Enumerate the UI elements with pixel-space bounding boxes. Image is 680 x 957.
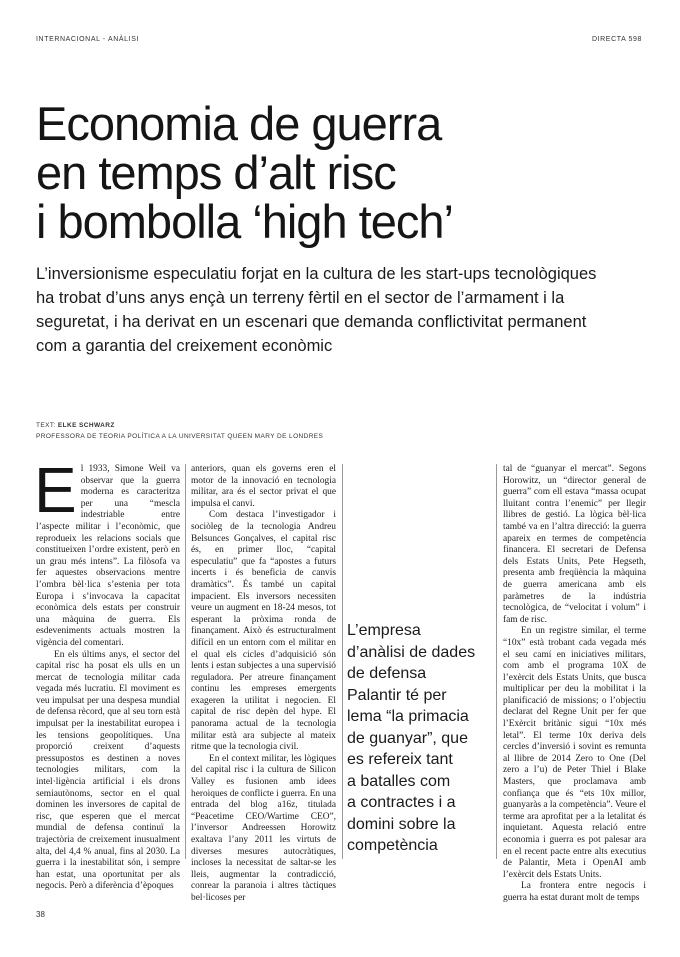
subtitle-line: com a garantia del creixement econòmic xyxy=(36,337,333,355)
article-subtitle xyxy=(36,262,656,358)
pull-quote-line: d’anàlisi de dades xyxy=(347,643,476,661)
pull-quote-line: Palantir té per xyxy=(347,686,447,704)
paragraph: Com destaca l’investigador i sociòleg de la tecnologia Andreu Belsunces Gonçalves, el capital risc és, en primer lloc, “capital especulatiu” que fa “apostes a futurs incerts i és beneficia de canvis dramàtics”. És també un capital impacient. Els inversors necessiten veure un augment en 18-24 mesos, tot esperant la pròxima ronda de finançament. Això és estructuralment difícil en un entorn com el militar en el qual els cicles d’adquisició són lents i estan subjectes a una supervisió reguladora. Per atreure finançament continu les empreses emergents exageren la utilitat i negocien. El capital de risc depèn del hype. El panorama actual de la tecnologia militar està ara subjecte al mateix ritme que la tecnologia civil. xyxy=(191,510,336,753)
pull-quote-line: de guanyar”, que xyxy=(347,729,468,747)
subtitle-line: L’inversionisme especulatiu forjat en la cultura de les start-ups tecnològiques xyxy=(36,265,597,283)
pull-quote-line: a batalles com xyxy=(347,772,451,790)
page-number: 38 xyxy=(36,910,45,919)
column-divider xyxy=(496,464,497,859)
paragraph: En el context militar, les lògiques del capital risc i la cultura de Silicon Valley es fusionen amb idees heroiques de conflicte i guerra. En una entrada del blog a16z, titulada “Peacetime CEO/Wartime CEO”, l’inversor Andreessen Horowitz exaltava l’any 2011 les virtuts de diverses mesures autocràtiques, incloses la necessitat de saltar-se les lleis, augmentar la contradicció, conrear la paranoia i altres tàctiques bel·licoses per xyxy=(191,753,336,903)
paragraph: En els últims anys, el sector del capital risc ha posat els ulls en un mercat de tecnologia militar cada vegada més lucratiu. El moviment es veu impulsat per una despesa mundial de defensa rècord, que al seu torn està impulsat per la inestabilitat europea i les tensions geopolítiques. Una proporció creixent d’aquests pressupostos es destinen a noves tecnologies militars, com la intel·ligència artificial i els drons semiautònoms, sector en el qual dominen les inversores de capital de risc, que esperen que el mercat mundial de defensa continuï la trajectòria de creixement inusualment alta, del 4,4 % anual, fins al 2030. La guerra i la inestabilitat són, i sempre han estat, una oportunitat per als negocis. Però a diferència d’èpoques xyxy=(36,649,180,892)
paragraph: tal de “guanyar el mercat”. Segons Horowitz, un “director general de guerra” com ell estava “massa ocupat lluitant contra l’enemic” per llegir llibres de gestió. La lògica bèl·lica també va en l’altra direcció: la guerra apareix en termes de competència financera. El secretari de Defensa dels Estats Units, Pete Hegseth, presenta amb freqüència la màquina de guerra americana amb els paràmetres de la indústria tecnològica, de “velocitat i volum” i fam de risc. xyxy=(503,464,646,625)
pull-quote xyxy=(347,620,491,857)
pull-quote-line: L’empresa xyxy=(347,622,421,639)
issue-label: DIRECTA 598 xyxy=(591,36,642,43)
pull-quote-line: es refereix tant xyxy=(347,751,453,768)
pull-quote-line: lema “la primacia xyxy=(347,708,469,725)
title-line: en temps d’alt risc xyxy=(36,146,396,199)
column-divider xyxy=(342,464,343,859)
pull-quote-line: domini sobre la xyxy=(347,815,456,833)
paragraph-text: l 1933, Simone Weil va observar que la guerra moderna es caracteritza per una “mescla indestriable entre l’aspecte militar i l’econòmic, que reprodueix les relacions socials que constitueixen l’ordre existent, però en un grau més intens”. La filòsofa va fer aquestes observacions mentre l’ombra bèl·lica s’estenia per tota Europa i s’invocava la capacitat econòmica dels estats per construir una màquina de guerra. Els esdeveniments actuals mostren la vigència del comentari. xyxy=(36,464,180,648)
pull-quote-line: competència xyxy=(347,837,438,854)
pull-quote-line: de defensa xyxy=(347,665,427,682)
body-column-1 xyxy=(34,454,180,892)
body-column-2 xyxy=(191,464,336,903)
byline xyxy=(36,420,323,442)
pull-quote-line: a contractes i a xyxy=(347,794,456,811)
byline-label: TEXT: xyxy=(36,422,58,429)
subtitle-line: seguretat, i ha derivat en un escenari que demanda conflictivitat permanent xyxy=(36,313,587,331)
title-line: i bombolla ‘high tech’ xyxy=(36,195,453,248)
paragraph: La frontera entre negocis i guerra ha estat durant molt de temps xyxy=(503,881,646,903)
drop-cap: E xyxy=(34,454,77,526)
subtitle-line: ha trobat d’uns anys ençà un terreny fèrtil en el sector de l’armament i la xyxy=(36,289,565,307)
section-label: INTERNACIONAL - ANÀLISI xyxy=(36,36,140,43)
author-role: PROFESSORA DE TEORIA POLÍTICA A LA UNIVERSITAT QUEEN MARY DE LONDRES xyxy=(36,433,324,440)
paragraph xyxy=(34,454,180,650)
body-column-4 xyxy=(503,464,646,903)
byline-author xyxy=(36,420,323,431)
column-divider xyxy=(185,464,186,859)
paragraph: anteriors, quan els governs eren el motor de la innovació en tecnologia militar, ara és el sector privat el que impulsa el canvi. xyxy=(191,464,336,509)
paragraph: En un registre similar, el terme “10x” està trobant cada vegada més el seu camí en iniciatives militars, com amb el programa 10X de l’exèrcit dels Estats Units, que busca multiplicar per deu la mobilitat i la planificació de missions; o l’objectiu declarat del Regne Unit per fer que l’Exèrcit britànic sigui “10x més letal”. El terme 10x deriva dels cercles d’inversió i sovint es remunta al llibre de 2014 Zero to One (Del zero a l’u) de Peter Thiel i Blake Masters, que proclamava amb confiança que és “ets 10x millor, guanyaràs a la competència”. Veure el terme ara aprofitat per a la letalitat és inquietant. Aquesta relació entre economia i guerra es pot palesar ara en el recent pacte entre alts executius de Palantir, Meta i OpenAI amb l’exèrcit dels Estats Units. xyxy=(503,626,646,880)
title-line: Economia de guerra xyxy=(36,97,442,150)
author-name: ELKE SCHWARZ xyxy=(57,422,115,429)
article-title xyxy=(36,99,656,246)
